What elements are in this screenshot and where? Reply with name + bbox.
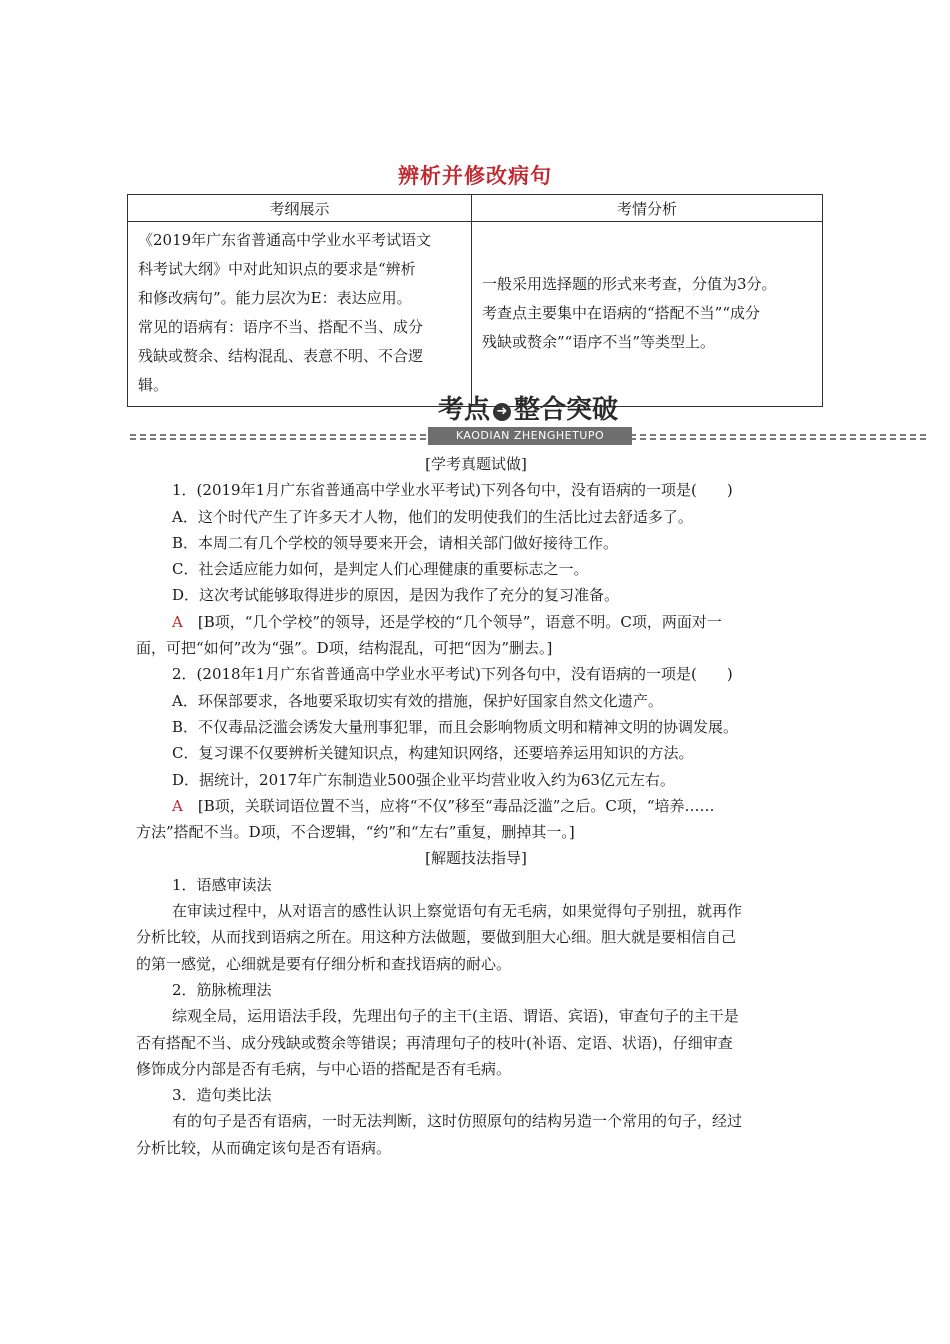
section-heading: [学考真题试做] [425, 455, 527, 473]
outline-cell [128, 222, 472, 407]
analysis-line: 考查点主要集中在语病的“搭配不当”“成分 [482, 303, 761, 322]
answer-explanation [136, 793, 816, 819]
explanation-text: [B项，“几个学校”的领导，还是学校的“几个领导”，语意不明。C项，两面对一 [182, 612, 722, 631]
outline-line: 残缺或赘余、结构混乱、表意不明、不合逻 [138, 347, 424, 365]
outline-line: 和修改病句”。能力层次为E：表达应用。 [138, 289, 412, 307]
question-option: A．这个时代产生了许多天才人物，他们的发明使我们的生活比过去舒适多了。 [172, 507, 693, 526]
answer-letter: A [172, 612, 183, 631]
method-text: 在审读过程中，从对语言的感性认识上察觉语句有无毛病，如果觉得句子别扭，就再作 [172, 902, 743, 921]
banner-title-right: 整合突破 [514, 395, 619, 425]
method-text: 分析比较，从而确定该句是否有语病。 [136, 1138, 392, 1157]
method-text: 综观全局，运用语法手段，先理出句子的主干(主语、谓语、宾语)，审查句子的主干是 [172, 1007, 739, 1026]
banner-title-left: 考点 [437, 395, 490, 425]
question-option: C．复习课不仅要辨析关键知识点，构建知识网络，还要培养运用知识的方法。 [172, 744, 694, 763]
answer-letter: A [172, 796, 183, 815]
banner-subtitle: KAODIAN ZHENGHETUPO [428, 427, 632, 445]
question-stem: 1．(2019年1月广东省普通高中学业水平考试)下列各句中，没有语病的一项是( ) [172, 481, 733, 500]
banner-title [130, 395, 926, 425]
outline-line: 辑。 [138, 376, 169, 394]
table-header-row [128, 195, 823, 222]
question-option: D．据统计，2017年广东制造业500强企业平均营业收入约为63亿元左右。 [172, 770, 675, 789]
method-text: 否有搭配不当、成分残缺或赘余等错误；再清理句子的枝叶(补语、定语、状语)，仔细审查 [136, 1033, 733, 1052]
explanation-text: [B项，关联词语位置不当，应将“不仅”移至“毒品泛滥”之后。C项，“培养…… [182, 796, 715, 815]
section-heading: [解题技法指导] [425, 849, 527, 868]
method-text: 有的句子是否有语病，一时无法判断，这时仿照原句的结构另造一个常用的句子，经过 [172, 1112, 743, 1131]
analysis-cell [472, 222, 823, 407]
table-body-row [128, 222, 823, 407]
answer-explanation [136, 609, 816, 635]
question-option: B．本周二有几个学校的领导要来开会，请相关部门做好接待工作。 [172, 533, 619, 552]
question-option: A．环保部要求，各地要采取切实有效的措施，保护好国家自然文化遗产。 [172, 691, 663, 710]
exam-outline-table [127, 194, 823, 407]
col1-header: 考纲展示 [128, 195, 472, 222]
col2-header: 考情分析 [472, 195, 823, 222]
method-text: 的第一感觉，心细就是要有仔细分析和查找语病的耐心。 [136, 954, 512, 973]
question-option: C．社会适应能力如何，是判定人们心理健康的重要标志之一。 [172, 560, 589, 579]
outline-line: 常见的语病有：语序不当、搭配不当、成分 [138, 318, 424, 336]
method-title: 1．语感审读法 [172, 875, 272, 894]
method-text: 修饰成分内部是否有毛病，与中心语的搭配是否有毛病。 [136, 1059, 512, 1078]
explanation-text: 面，可把“如何”改为“强”。D项，结构混乱，可把“因为”删去。] [136, 639, 553, 658]
explanation-text: 方法”搭配不当。D项，不合逻辑，“约”和“左右”重复，删掉其一。] [136, 823, 575, 842]
main-content [136, 451, 816, 1161]
question-stem: 2．(2018年1月广东省普通高中学业水平考试)下列各句中，没有语病的一项是( ) [172, 665, 733, 684]
question-option: D．这次考试能够取得进步的原因，是因为我作了充分的复习准备。 [172, 586, 620, 605]
method-title: 2．筋脉梳理法 [172, 980, 272, 999]
analysis-line: 残缺或赘余”“语序不当”等类型上。 [482, 332, 716, 351]
arrow-right-icon: ➜ [493, 403, 511, 421]
outline-line: 科考试大纲》中对此知识点的要求是“辨析 [138, 260, 416, 278]
analysis-line: 一般采用选择题的形式来考查，分值为3分。 [482, 274, 777, 293]
method-text: 分析比较，从而找到语病之所在。用这种方法做题，要做到胆大心细。胆大就是要相信自己 [136, 928, 737, 947]
question-option: B．不仅毒品泛滥会诱发大量刑事犯罪，而且会影响物质文明和精神文明的协调发展。 [172, 717, 739, 736]
method-title: 3．造句类比法 [172, 1086, 272, 1105]
page-title: 辨析并修改病句 [398, 164, 552, 188]
section-banner [130, 395, 926, 447]
outline-line: 《2019年广东省普通高中学业水平考试语文 [138, 231, 432, 249]
